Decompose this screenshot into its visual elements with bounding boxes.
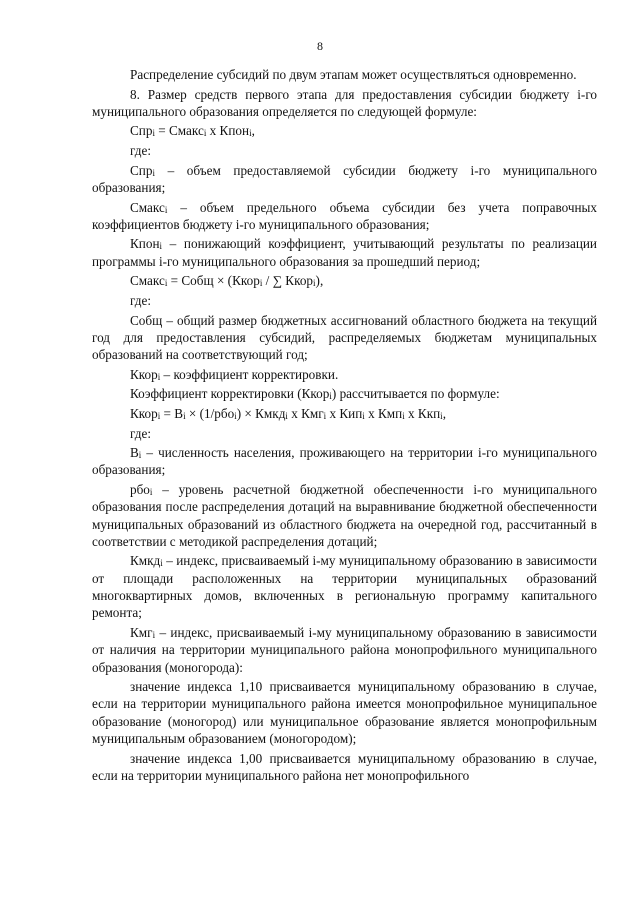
where-label: где: (130, 143, 151, 159)
paragraph: Спр$_i$ – объем предоставляемой субсидии бюджету i-го муниципального образования; (92, 162, 597, 195)
paragraph: Кмкд$_i$ – индекс, присваиваемый i-му муниципальному образованию в зависимости от площади расположенных на территории муниципальных образований многоквартирных домов, включенных в региональную программу капитального ремонта; (92, 553, 597, 621)
formula: Ккор$_i$ = $В_i \times (1/рбо_i)$ × Кмкд$_i$ х Кмг$_i$ х Кип$_i$ х Кмп$_i$ х Ккп$_i$, (130, 405, 446, 421)
paragraph: значение индекса 1,10 присваивается муниципальному образованию в случае, если на территории муниципального района имеется монопрофильное муниципальное образование (моногород) или муниципальное образование является монопрофильным муниципальным образованием (моногородом); (92, 679, 597, 747)
paragraph: Собщ – общий размер бюджетных ассигнований областного бюджета на текущий год для предоставления субсидий, распределяемых бюджетам муниципальных образований на соответствующий год; (92, 312, 597, 363)
formula: Спр$_i$ = Смакс$_i$ х Кпон$_i$, (130, 123, 255, 139)
page-number: 8 (317, 39, 323, 53)
paragraph: Кмг$_i$ – индекс, присваиваемый i-му муниципальному образованию в зависимости от наличия на территории муниципального района монопрофильного муниципального образования (моногорода): (92, 624, 597, 675)
paragraph: значение индекса 1,00 присваивается муниципальному образованию в случае, если на территории муниципального района нет монопрофильного (92, 750, 597, 783)
paragraph: 8. Размер средств первого этапа для предоставления субсидии бюджету i-го муниципального образования определяется по следующей формуле: (92, 86, 597, 119)
paragraph: Распределение субсидий по двум этапам может осуществляться одновременно. (130, 67, 577, 82)
paragraph: $В_i$ – численность населения, проживающего на территории i-го муниципального образования; (92, 445, 597, 478)
paragraph: Кпон$_i$ – понижающий коэффициент, учитывающий результаты по реализации программы i-го муниципального образования за прошедший период; (92, 236, 597, 269)
paragraph: Смакс$_i$ – объем предельного объема субсидии без учета поправочных коэффициентов бюджету i-го муниципального образования; (92, 199, 597, 232)
paragraph: рбо$_i$ – уровень расчетной бюджетной обеспеченности i-го муниципального образования после распределения дотаций на выравнивание бюджетной обеспеченности муниципальных образований из областного бюджета на очередной год, рассчитанный в соответствии с методикой распределения дотаций; (92, 481, 597, 549)
where-label: где: (130, 425, 151, 441)
paragraph: Коэффициент корректировки (Ккор$_i$) рассчитывается по формуле: (130, 386, 500, 402)
formula: Смакс$_i$ = Собщ × (Ккор$_i$ / ∑ Ккор$_i$), (130, 273, 324, 289)
paragraph: Ккор$_i$ – коэффициент корректировки. (130, 366, 339, 382)
document-body (92, 66, 597, 787)
where-label: где: (130, 292, 151, 308)
